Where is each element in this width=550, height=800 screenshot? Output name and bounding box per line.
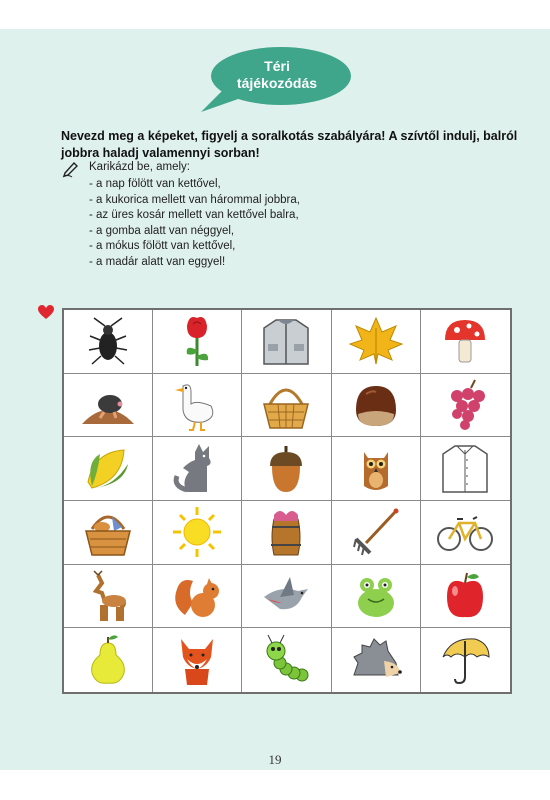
pear-icon xyxy=(78,633,138,687)
cell-squirrel[interactable] xyxy=(153,565,242,629)
heart-icon xyxy=(37,304,55,320)
cell-bicycle[interactable] xyxy=(421,501,510,565)
hedgehog-icon xyxy=(346,633,406,687)
task-title: Karikázd be, amely: xyxy=(89,161,190,173)
cell-empty-basket[interactable] xyxy=(242,374,331,438)
caterpillar-icon xyxy=(256,633,316,687)
cell-bird[interactable] xyxy=(242,565,331,629)
cell-rose[interactable] xyxy=(153,310,242,374)
cell-leaf[interactable] xyxy=(332,310,421,374)
title-line-2: tájékozódás xyxy=(236,75,318,91)
cell-chestnut[interactable] xyxy=(332,374,421,438)
cell-frog[interactable] xyxy=(332,565,421,629)
barrel-icon xyxy=(256,505,316,559)
corn-icon xyxy=(78,442,138,496)
cell-corn[interactable] xyxy=(64,437,153,501)
bicycle-icon xyxy=(435,505,495,559)
cell-grapes[interactable] xyxy=(421,374,510,438)
leaf-icon xyxy=(346,314,406,368)
page-number: 19 xyxy=(268,752,282,767)
cell-beetle[interactable] xyxy=(64,310,153,374)
task-item: - a nap fölött van kettővel, xyxy=(89,178,221,190)
bird-icon xyxy=(256,569,316,623)
cell-apple[interactable] xyxy=(421,565,510,629)
cell-mole[interactable] xyxy=(64,374,153,438)
cell-deer[interactable] xyxy=(64,565,153,629)
cell-jacket[interactable] xyxy=(242,310,331,374)
sun-icon xyxy=(167,505,227,559)
task-item: - az üres kosár mellett van kettővel balra, xyxy=(89,209,299,222)
cell-pear[interactable] xyxy=(64,628,153,692)
goose-icon xyxy=(167,378,227,432)
acorn-icon xyxy=(256,442,316,496)
beetle-icon xyxy=(78,314,138,368)
grapes-icon xyxy=(435,378,495,432)
jacket-icon xyxy=(256,314,316,368)
bread-basket-icon xyxy=(78,505,138,559)
task-item: - a mókus fölött van kettővel, xyxy=(89,240,236,253)
squirrel-icon xyxy=(167,569,227,623)
cell-barrel[interactable] xyxy=(242,501,331,565)
task-item: - a madár alatt van eggyel! xyxy=(89,255,226,268)
task-item: - a kukorica mellett van hárommal jobbra, xyxy=(89,193,300,206)
cell-hedgehog[interactable] xyxy=(332,628,421,692)
rose-icon xyxy=(167,314,227,368)
cell-owl[interactable] xyxy=(332,437,421,501)
apple-icon xyxy=(435,569,495,623)
cell-goose[interactable] xyxy=(153,374,242,438)
mushroom-icon xyxy=(435,314,495,368)
picture-grid xyxy=(62,308,512,694)
cell-basket-with-bread[interactable] xyxy=(64,501,153,565)
wolf-icon xyxy=(167,442,227,496)
umbrella-icon xyxy=(435,633,495,687)
shirt-icon xyxy=(435,442,495,496)
cell-mushroom[interactable] xyxy=(421,310,510,374)
instructions-text: Nevezd meg a képeket, figyelj a soralkotás szabályára! A szívtől indulj, balról jobbra haladj valamennyi sorban! xyxy=(61,129,518,160)
cell-umbrella[interactable] xyxy=(421,628,510,692)
cell-sun[interactable] xyxy=(153,501,242,565)
rake-icon xyxy=(346,505,406,559)
task-item: - a gomba alatt van néggyel, xyxy=(89,224,235,237)
mole-icon xyxy=(78,378,138,432)
cell-rake[interactable] xyxy=(332,501,421,565)
deer-icon xyxy=(78,569,138,623)
basket-icon xyxy=(256,378,316,432)
owl-icon xyxy=(346,442,406,496)
task-list xyxy=(89,177,300,271)
cell-acorn[interactable] xyxy=(242,437,331,501)
cell-fox[interactable] xyxy=(153,628,242,692)
cell-wolf[interactable] xyxy=(153,437,242,501)
pencil-icon xyxy=(62,160,80,178)
fox-icon xyxy=(167,633,227,687)
cell-caterpillar[interactable] xyxy=(242,628,331,692)
cell-shirt[interactable] xyxy=(421,437,510,501)
title-line-1: Téri xyxy=(264,58,290,74)
frog-icon xyxy=(346,569,406,623)
chestnut-icon xyxy=(346,378,406,432)
title-bubble xyxy=(195,44,355,116)
